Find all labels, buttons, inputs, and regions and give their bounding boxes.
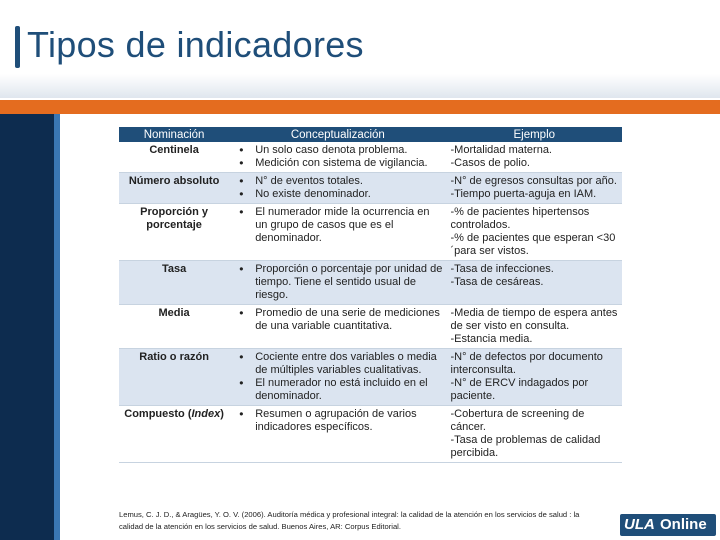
example-item: -Mortalidad materna. [450, 144, 552, 156]
indicator-name [119, 305, 229, 349]
header-conceptualizacion: Conceptualización [229, 127, 446, 142]
indicator-name [119, 349, 229, 406]
slide-title: Tipos de indicadores [27, 24, 364, 65]
concept-item: • Promedio de una serie de mediciones de una variable cuantitativa. [233, 307, 442, 333]
example-item: -Tasa de problemas de calidad percibida. [450, 434, 601, 459]
concept-item: • El numerador no está incluido en el denominador. [233, 377, 442, 403]
citation: Lemus, C. J. D., & Aragües, Y. O. V. (2006). Auditoría médica y profesional integral: la calidad de la atención en los servicios de salud : la calidad de la atención en los servicios de salud. Buenos Aires, AR: Corpus Editorial. [119, 510, 580, 531]
header-ejemplo: Ejemplo [447, 127, 623, 142]
indicator-concept [229, 406, 446, 463]
table-body [119, 142, 622, 463]
indicator-name [119, 261, 229, 305]
concept-item: • Medición con sistema de vigilancia. [233, 157, 442, 170]
example-item: -Tasa de cesáreas. [450, 276, 544, 288]
indicator-name-text: Media [158, 307, 190, 319]
indicator-example [447, 406, 623, 463]
indicator-example [447, 349, 623, 406]
example-item: -Tiempo puerta-aguja en IAM. [450, 188, 597, 200]
table-row [119, 406, 622, 463]
indicator-concept [229, 305, 446, 349]
indicator-name-text: Ratio o razón [139, 351, 209, 363]
table-row [119, 204, 622, 261]
indicator-name-text: Número absoluto [128, 175, 220, 187]
example-item: -% de pacientes que esperan <30´para ser vistos. [450, 232, 616, 257]
indicator-name [119, 142, 229, 173]
orange-divider [0, 100, 720, 114]
indicator-name-text: Proporción y porcentaje [140, 206, 209, 231]
indicator-example [447, 204, 623, 261]
indicator-concept [229, 173, 446, 204]
table-row [119, 349, 622, 406]
indicator-name [119, 173, 229, 204]
concept-list [233, 175, 442, 201]
table-row [119, 173, 622, 204]
table-row [119, 305, 622, 349]
example-item: -Tasa de infecciones. [450, 263, 554, 275]
indicator-name-text: Centinela [149, 144, 199, 156]
indicator-concept [229, 261, 446, 305]
indicators-table [119, 127, 622, 463]
example-item: -Estancia media. [450, 333, 533, 345]
indicator-example [447, 305, 623, 349]
indicator-example [447, 142, 623, 173]
ula-online-logo [620, 514, 716, 536]
concept-item: • N° de eventos totales. [233, 175, 442, 188]
concept-list [233, 263, 442, 302]
example-item: -Media de tiempo de espera antes de ser visto en consulta. [450, 307, 618, 332]
concept-item: • Proporción o porcentaje por unidad de tiempo. Tiene el sentido usual de riesgo. [233, 263, 442, 302]
indicator-concept [229, 349, 446, 406]
logo-online: Online [660, 516, 707, 533]
concept-list [233, 206, 442, 245]
table-header-row [119, 127, 622, 142]
concept-list [233, 408, 442, 434]
indicator-name-text: Tasa [161, 263, 187, 275]
table-row [119, 261, 622, 305]
left-panel [0, 114, 58, 540]
title-shadow [0, 74, 720, 98]
indicator-name-suffix: Index [191, 408, 221, 420]
example-item: -N° de ERCV indagados por paciente. [450, 377, 589, 402]
concept-item: • Un solo caso denota problema. [233, 144, 442, 157]
indicator-name-text: Compuesto [124, 408, 185, 420]
table-row [119, 142, 622, 173]
concept-list [233, 351, 442, 403]
concept-list [233, 307, 442, 333]
concept-item: • Cociente entre dos variables o media de múltiples variables cualitativas. [233, 351, 442, 377]
logo-ula: ULA [624, 516, 655, 533]
example-item: -N° de egresos consultas por año. [450, 175, 617, 187]
concept-item: • Resumen o agrupación de varios indicadores específicos. [233, 408, 442, 434]
concept-item: • No existe denominador. [233, 188, 442, 201]
example-item: -N° de defectos por documento interconsulta. [450, 351, 603, 376]
indicator-name: Compuesto (Index) [119, 406, 229, 463]
concept-list [233, 144, 442, 170]
indicator-concept [229, 204, 446, 261]
concept-item: • El numerador mide la ocurrencia en un grupo de casos que es el denominador. [233, 206, 442, 245]
header-nominacion: Nominación [119, 127, 229, 142]
example-item: -% de pacientes hipertensos controlados. [450, 206, 590, 231]
title-bar [0, 0, 720, 98]
indicator-example [447, 261, 623, 305]
example-item: -Cobertura de screening de cáncer. [450, 408, 585, 433]
example-item: -Casos de polio. [450, 157, 530, 169]
indicator-concept [229, 142, 446, 173]
indicator-name [119, 204, 229, 261]
indicator-example [447, 173, 623, 204]
title-accent-bar [15, 26, 20, 68]
